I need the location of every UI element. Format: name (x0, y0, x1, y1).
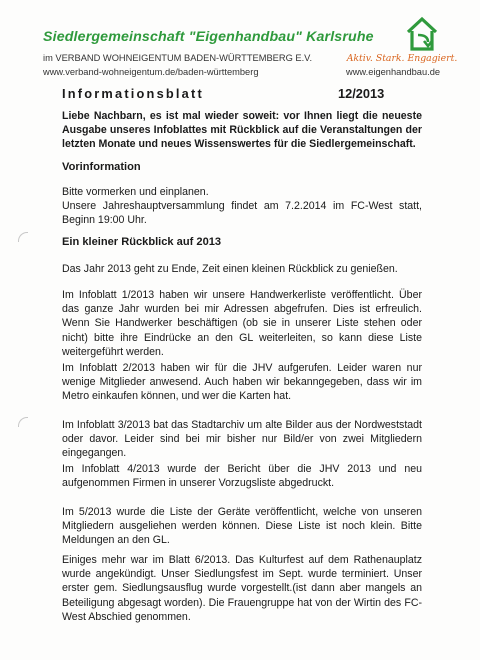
website-url: www.eigenhandbau.de (346, 67, 441, 77)
review-paragraph: Im 5/2013 wurde die Liste der Geräte veröffentlicht, welche von unseren Mitgliedern ausgeliehen werden können. Diese Liste ist noch klein. Bitte Meldungen an den GL. (62, 506, 422, 547)
review-paragraph: Im Infoblatt 1/2013 haben wir unsere Handwerkerliste veröffentlicht. Über das ganze Jahr wurden bei mir Adressen abgefrufen. Dies ist erfreulich. Wenn Sie Handwerker beschäftigen (ob sie in unserer Liste stehen oder nicht) bitte ihre Eindrücke an den GL weiterleiten, so kann diese Liste weitergeführt werden. (62, 289, 422, 358)
section-heading-rueckblick: Ein kleiner Rückblick auf 2013 (62, 236, 222, 248)
review-paragraph: Einiges mehr war im Blatt 6/2013. Das Kulturfest auf dem Rathenauplatz wurde angekündigt. Unser Siedlungsfest im Sept. wurde terminiert. Unser erster gem. Siedlungsausflug wurde vorgestellt.(ist dann aber mangels an Beteiligung abgesagt worden). Die Frauengruppe hat von der Wirtin des FC-West Abschied genommen. (62, 554, 422, 623)
meeting-announcement: Unsere Jahreshauptversammlung findet am 7.2.2014 im FC-West statt, Beginn 19:00 Uhr. (62, 200, 422, 227)
review-paragraph: Im Infoblatt 4/2013 wurde der Bericht über die JHV 2013 und neu aufgenommen Firmen in unserer Vorzugsliste abgedruckt. (62, 463, 422, 490)
organization-subtitle: im VERBAND WOHNEIGENTUM BADEN-WÜRTTEMBERG E.V. (43, 53, 313, 63)
issue-number: 12/2013 (338, 86, 385, 101)
punch-hole-mark (18, 232, 28, 242)
review-paragraph: Das Jahr 2013 geht zu Ende, Zeit einen kleinen Rückblick zu genießen. (62, 263, 398, 275)
reminder-line: Bitte vormerken und einplanen. (62, 186, 209, 198)
slogan: Aktiv. Stark. Engagiert. (346, 53, 458, 64)
section-heading-vorinformation: Vorinformation (62, 161, 141, 173)
document-title: Informationsblatt (62, 86, 204, 101)
organization-name: Siedlergemeinschaft "Eigenhandbau" Karlsruhe (43, 29, 374, 45)
review-paragraph: Im Infoblatt 3/2013 bat das Stadtarchiv um alte Bilder aus der Nordweststadt oder davor. Leider sind bei mir bisher nur Bild/er von zwei Mitgliedern eingegangen. (62, 419, 422, 460)
review-paragraph: Im Infoblatt 2/2013 haben wir für die JHV aufgerufen. Leider waren nur wenige Mitglieder anwesend. Auch haben wir bekanngegeben, dass wir im Metro einkaufen können, und wer die Karten hat. (62, 362, 422, 403)
association-url: www.verband-wohneigentum.de/baden-württemberg (43, 67, 259, 77)
intro-paragraph: Liebe Nachbarn, es ist mal wieder soweit: vor Ihnen liegt die neueste Ausgabe unseres Infoblattes mit Rückblick auf die Veranstaltungen der letzten Monate und neues Wissenswertes für die Siedlergemeinschaft. (62, 110, 422, 151)
house-with-arrow-icon (405, 16, 439, 52)
punch-hole-mark (18, 417, 28, 427)
